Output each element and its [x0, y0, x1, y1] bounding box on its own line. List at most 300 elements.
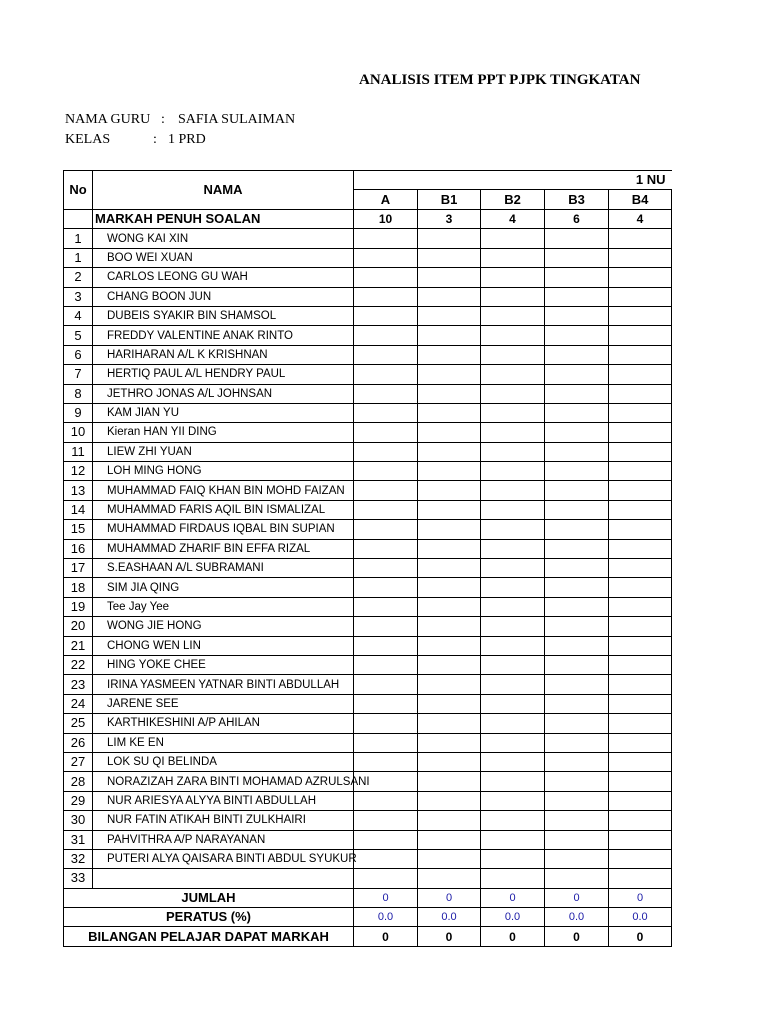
student-no: 15: [64, 520, 93, 539]
score-cell[interactable]: [672, 675, 673, 694]
student-no: 17: [64, 559, 93, 578]
score-cell[interactable]: [481, 500, 545, 519]
score-cell[interactable]: [354, 559, 418, 578]
peratus-cell: 0.0: [609, 908, 672, 927]
student-row: [64, 423, 673, 442]
score-cell[interactable]: [609, 811, 672, 830]
student-row: [64, 830, 673, 849]
score-cell[interactable]: [418, 811, 481, 830]
score-cell[interactable]: [672, 752, 673, 771]
column-header-b4: B4: [609, 190, 672, 210]
score-cell[interactable]: [672, 229, 673, 248]
student-row: [64, 287, 673, 306]
student-name: CHONG WEN LIN: [93, 636, 354, 655]
column-header-b2: B2: [481, 190, 545, 210]
score-cell[interactable]: [418, 559, 481, 578]
score-cell[interactable]: [354, 811, 418, 830]
score-cell[interactable]: [418, 287, 481, 306]
score-cell[interactable]: [354, 326, 418, 345]
score-cell[interactable]: [609, 849, 672, 868]
column-header-b1: B1: [418, 190, 481, 210]
score-cell[interactable]: [354, 345, 418, 364]
score-cell[interactable]: [418, 403, 481, 422]
score-cell[interactable]: [481, 811, 545, 830]
score-cell[interactable]: [672, 617, 673, 636]
student-row: [64, 500, 673, 519]
score-cell[interactable]: [672, 714, 673, 733]
student-name: HERTIQ PAUL A/L HENDRY PAUL: [93, 365, 354, 384]
score-cell[interactable]: [672, 462, 673, 481]
student-row: [64, 326, 673, 345]
student-no: 16: [64, 539, 93, 558]
score-cell[interactable]: [481, 229, 545, 248]
score-cell[interactable]: [545, 287, 609, 306]
student-row: [64, 520, 673, 539]
full-mark-cell: 6: [545, 210, 609, 229]
score-cell[interactable]: [481, 345, 545, 364]
score-cell[interactable]: [481, 752, 545, 771]
student-no: 29: [64, 791, 93, 810]
student-row: [64, 306, 673, 325]
score-cell[interactable]: [545, 306, 609, 325]
score-cell[interactable]: [672, 849, 673, 868]
student-no: 14: [64, 500, 93, 519]
score-cell[interactable]: [545, 423, 609, 442]
score-cell[interactable]: [545, 326, 609, 345]
student-name: S.EASHAAN A/L SUBRAMANI: [93, 559, 354, 578]
score-cell[interactable]: [481, 830, 545, 849]
score-cell[interactable]: [418, 617, 481, 636]
score-cell[interactable]: [672, 655, 673, 674]
bilangan-cell: 0: [545, 927, 609, 946]
score-cell[interactable]: [418, 597, 481, 616]
student-no: 32: [64, 849, 93, 868]
score-cell[interactable]: [354, 636, 418, 655]
score-cell[interactable]: [354, 849, 418, 868]
score-cell[interactable]: [672, 869, 673, 888]
score-cell[interactable]: [354, 287, 418, 306]
full-mark-cell: 4: [609, 210, 672, 229]
score-cell[interactable]: [672, 345, 673, 364]
full-marks-row: [64, 210, 673, 229]
score-cell[interactable]: [609, 772, 672, 791]
score-cell[interactable]: [545, 481, 609, 500]
score-cell[interactable]: [609, 830, 672, 849]
student-no: 6: [64, 345, 93, 364]
score-cell[interactable]: [609, 365, 672, 384]
score-cell[interactable]: [609, 636, 672, 655]
score-cell[interactable]: [354, 384, 418, 403]
score-cell[interactable]: [481, 694, 545, 713]
score-cell[interactable]: [481, 520, 545, 539]
score-cell[interactable]: [481, 403, 545, 422]
score-cell[interactable]: [609, 481, 672, 500]
student-row: [64, 248, 673, 267]
score-cell[interactable]: [354, 423, 418, 442]
score-cell[interactable]: [418, 520, 481, 539]
student-row: [64, 772, 673, 791]
student-row: [64, 345, 673, 364]
bilangan-label: BILANGAN PELAJAR DAPAT MARKAH: [64, 927, 354, 946]
score-cell[interactable]: [609, 287, 672, 306]
score-cell[interactable]: [418, 675, 481, 694]
score-cell[interactable]: [481, 675, 545, 694]
student-name: JARENE SEE: [93, 694, 354, 713]
score-cell[interactable]: [481, 248, 545, 267]
score-cell[interactable]: [418, 655, 481, 674]
score-cell[interactable]: [609, 500, 672, 519]
score-cell[interactable]: [545, 772, 609, 791]
student-name: NORAZIZAH ZARA BINTI MOHAMAD AZRULSANI: [93, 772, 354, 791]
score-cell[interactable]: [545, 655, 609, 674]
score-cell[interactable]: [672, 365, 673, 384]
score-cell[interactable]: [545, 791, 609, 810]
student-no: 27: [64, 752, 93, 771]
score-cell[interactable]: [354, 830, 418, 849]
student-name: NUR FATIN ATIKAH BINTI ZULKHAIRI: [93, 811, 354, 830]
student-no: 22: [64, 655, 93, 674]
student-name: WONG KAI XIN: [93, 229, 354, 248]
score-cell[interactable]: [672, 287, 673, 306]
score-cell[interactable]: [609, 694, 672, 713]
score-cell[interactable]: [481, 306, 545, 325]
score-cell[interactable]: [354, 733, 418, 752]
student-no: 28: [64, 772, 93, 791]
score-cell[interactable]: [418, 849, 481, 868]
score-cell[interactable]: [545, 500, 609, 519]
student-row: [64, 791, 673, 810]
score-cell[interactable]: [354, 752, 418, 771]
score-cell[interactable]: [545, 617, 609, 636]
score-cell[interactable]: [418, 636, 481, 655]
score-cell[interactable]: [609, 655, 672, 674]
score-cell[interactable]: [545, 849, 609, 868]
student-name: LIM KE EN: [93, 733, 354, 752]
student-name: SIM JIA QING: [93, 578, 354, 597]
score-cell[interactable]: [545, 752, 609, 771]
score-cell[interactable]: [672, 248, 673, 267]
peratus-cell: 0.0: [354, 908, 418, 927]
score-cell[interactable]: [609, 520, 672, 539]
score-cell[interactable]: [418, 752, 481, 771]
score-cell[interactable]: [545, 733, 609, 752]
student-row: [64, 849, 673, 868]
student-name: Kieran HAN YII DING: [93, 423, 354, 442]
score-cell[interactable]: [481, 268, 545, 287]
header-nama: NAMA: [93, 171, 354, 210]
student-no: 33: [64, 869, 93, 888]
score-cell[interactable]: [545, 714, 609, 733]
score-cell[interactable]: [609, 752, 672, 771]
score-cell[interactable]: [418, 694, 481, 713]
score-cell[interactable]: [672, 578, 673, 597]
class-value: 1 PRD: [168, 132, 206, 147]
score-cell[interactable]: [481, 481, 545, 500]
score-cell[interactable]: [418, 733, 481, 752]
score-cell[interactable]: [609, 403, 672, 422]
score-cell[interactable]: [418, 423, 481, 442]
score-cell[interactable]: [545, 869, 609, 888]
student-no: 25: [64, 714, 93, 733]
score-cell[interactable]: [672, 520, 673, 539]
score-cell[interactable]: [354, 500, 418, 519]
score-cell[interactable]: [354, 306, 418, 325]
score-cell[interactable]: [418, 345, 481, 364]
score-cell[interactable]: [545, 384, 609, 403]
student-no: 8: [64, 384, 93, 403]
score-cell[interactable]: [545, 559, 609, 578]
score-cell[interactable]: [418, 462, 481, 481]
score-cell[interactable]: [672, 733, 673, 752]
student-name: WONG JIE HONG: [93, 617, 354, 636]
score-cell[interactable]: [609, 733, 672, 752]
score-cell[interactable]: [418, 384, 481, 403]
score-cell[interactable]: [354, 462, 418, 481]
score-cell[interactable]: [418, 578, 481, 597]
peratus-cell-extra: [672, 908, 673, 927]
score-cell[interactable]: [354, 481, 418, 500]
score-cell[interactable]: [545, 442, 609, 461]
score-cell[interactable]: [354, 520, 418, 539]
score-cell[interactable]: [481, 365, 545, 384]
score-cell[interactable]: [481, 442, 545, 461]
score-cell[interactable]: [672, 384, 673, 403]
score-cell[interactable]: [545, 248, 609, 267]
score-cell[interactable]: [418, 306, 481, 325]
score-cell[interactable]: [418, 229, 481, 248]
student-row: [64, 578, 673, 597]
score-cell[interactable]: [481, 849, 545, 868]
student-name: HARIHARAN A/L K KRISHNAN: [93, 345, 354, 364]
score-cell[interactable]: [609, 248, 672, 267]
score-cell[interactable]: [672, 811, 673, 830]
score-cell[interactable]: [672, 326, 673, 345]
score-cell[interactable]: [481, 869, 545, 888]
jumlah-cell: 0: [418, 888, 481, 907]
score-cell[interactable]: [672, 500, 673, 519]
student-row: [64, 597, 673, 616]
score-cell[interactable]: [354, 442, 418, 461]
score-cell[interactable]: [545, 636, 609, 655]
peratus-row: [64, 908, 673, 927]
item-analysis-table: [63, 170, 672, 947]
student-no: 31: [64, 830, 93, 849]
score-cell[interactable]: [418, 869, 481, 888]
score-cell[interactable]: [418, 830, 481, 849]
score-cell[interactable]: [609, 714, 672, 733]
score-cell[interactable]: [354, 539, 418, 558]
student-name: [93, 869, 354, 888]
bilangan-row: [64, 927, 673, 946]
student-name: MUHAMMAD FARIS AQIL BIN ISMALIZAL: [93, 500, 354, 519]
score-cell[interactable]: [672, 423, 673, 442]
score-cell[interactable]: [481, 733, 545, 752]
student-row: [64, 229, 673, 248]
score-cell[interactable]: [481, 636, 545, 655]
score-cell[interactable]: [481, 772, 545, 791]
score-cell[interactable]: [545, 578, 609, 597]
score-cell[interactable]: [418, 365, 481, 384]
full-mark-cell: 4: [481, 210, 545, 229]
score-cell[interactable]: [545, 268, 609, 287]
score-cell[interactable]: [609, 229, 672, 248]
score-cell[interactable]: [609, 597, 672, 616]
score-cell[interactable]: [672, 694, 673, 713]
score-cell[interactable]: [354, 617, 418, 636]
bilangan-cell: 0: [418, 927, 481, 946]
student-name: PAHVITHRA A/P NARAYANAN: [93, 830, 354, 849]
score-cell[interactable]: [672, 268, 673, 287]
score-cell[interactable]: [609, 268, 672, 287]
student-row: [64, 481, 673, 500]
score-cell[interactable]: [418, 539, 481, 558]
score-cell[interactable]: [481, 578, 545, 597]
student-no: 23: [64, 675, 93, 694]
score-cell[interactable]: [545, 675, 609, 694]
student-no: 24: [64, 694, 93, 713]
score-cell[interactable]: [481, 539, 545, 558]
full-marks-no: [64, 210, 93, 229]
score-cell[interactable]: [545, 462, 609, 481]
score-cell[interactable]: [672, 772, 673, 791]
score-cell[interactable]: [354, 694, 418, 713]
peratus-cell: 0.0: [418, 908, 481, 927]
score-cell[interactable]: [609, 559, 672, 578]
student-no: 1: [64, 229, 93, 248]
student-row: [64, 268, 673, 287]
score-cell[interactable]: [609, 442, 672, 461]
score-cell[interactable]: [418, 481, 481, 500]
bilangan-cell: 0: [354, 927, 418, 946]
score-cell[interactable]: [481, 287, 545, 306]
score-cell[interactable]: [609, 675, 672, 694]
score-cell[interactable]: [609, 326, 672, 345]
score-cell[interactable]: [481, 423, 545, 442]
student-no: 4: [64, 306, 93, 325]
column-header-b3: B3: [545, 190, 609, 210]
class-label: KELAS: [65, 132, 111, 147]
score-cell[interactable]: [609, 869, 672, 888]
score-cell[interactable]: [481, 655, 545, 674]
score-cell[interactable]: [609, 617, 672, 636]
score-cell[interactable]: [481, 791, 545, 810]
score-cell[interactable]: [418, 326, 481, 345]
score-cell[interactable]: [545, 345, 609, 364]
peratus-cell: 0.0: [545, 908, 609, 927]
teacher-sep: :: [161, 112, 165, 127]
score-cell[interactable]: [545, 694, 609, 713]
score-cell[interactable]: [609, 539, 672, 558]
student-row: [64, 869, 673, 888]
score-cell[interactable]: [609, 578, 672, 597]
full-mark-cell: 3: [418, 210, 481, 229]
student-name: DUBEIS SYAKIR BIN SHAMSOL: [93, 306, 354, 325]
score-cell[interactable]: [418, 500, 481, 519]
score-cell[interactable]: [354, 869, 418, 888]
student-row: [64, 694, 673, 713]
score-cell[interactable]: [545, 403, 609, 422]
student-row: [64, 655, 673, 674]
score-cell[interactable]: [481, 462, 545, 481]
score-cell[interactable]: [672, 830, 673, 849]
score-cell[interactable]: [672, 539, 673, 558]
score-cell[interactable]: [354, 578, 418, 597]
score-cell[interactable]: [609, 345, 672, 364]
score-cell[interactable]: [672, 791, 673, 810]
score-cell[interactable]: [545, 520, 609, 539]
full-marks-label: MARKAH PENUH SOALAN: [93, 210, 354, 229]
score-cell[interactable]: [354, 268, 418, 287]
score-cell[interactable]: [481, 326, 545, 345]
score-cell[interactable]: [418, 268, 481, 287]
score-cell[interactable]: [354, 229, 418, 248]
score-cell[interactable]: [609, 791, 672, 810]
score-cell[interactable]: [418, 442, 481, 461]
student-no: 3: [64, 287, 93, 306]
student-no: 19: [64, 597, 93, 616]
score-cell[interactable]: [354, 597, 418, 616]
score-cell[interactable]: [545, 539, 609, 558]
score-cell[interactable]: [672, 442, 673, 461]
student-no: 30: [64, 811, 93, 830]
score-cell[interactable]: [354, 655, 418, 674]
column-header-a: A: [354, 190, 418, 210]
score-cell[interactable]: [545, 597, 609, 616]
score-cell[interactable]: [481, 384, 545, 403]
score-cell[interactable]: [418, 714, 481, 733]
score-cell[interactable]: [609, 306, 672, 325]
score-cell[interactable]: [609, 423, 672, 442]
score-cell[interactable]: [418, 248, 481, 267]
score-cell[interactable]: [672, 636, 673, 655]
student-name: MUHAMMAD FAIQ KHAN BIN MOHD FAIZAN: [93, 481, 354, 500]
score-cell[interactable]: [354, 248, 418, 267]
score-cell[interactable]: [481, 617, 545, 636]
score-cell[interactable]: [672, 403, 673, 422]
score-cell[interactable]: [672, 559, 673, 578]
score-cell[interactable]: [672, 306, 673, 325]
score-cell[interactable]: [672, 597, 673, 616]
score-cell[interactable]: [545, 811, 609, 830]
header-no: No: [64, 171, 93, 210]
score-cell[interactable]: [609, 462, 672, 481]
score-cell[interactable]: [481, 597, 545, 616]
student-no: 5: [64, 326, 93, 345]
score-cell[interactable]: [354, 675, 418, 694]
bilangan-cell-extra: [672, 927, 673, 946]
score-cell[interactable]: [418, 772, 481, 791]
score-cell[interactable]: [481, 559, 545, 578]
score-cell[interactable]: [545, 365, 609, 384]
score-cell[interactable]: [354, 714, 418, 733]
student-no: 9: [64, 403, 93, 422]
student-row: [64, 636, 673, 655]
student-row: [64, 811, 673, 830]
score-cell[interactable]: [609, 384, 672, 403]
score-cell[interactable]: [545, 229, 609, 248]
score-cell[interactable]: [354, 403, 418, 422]
full-mark-cell: 10: [354, 210, 418, 229]
student-name: LIEW ZHI YUAN: [93, 442, 354, 461]
score-cell[interactable]: [481, 714, 545, 733]
score-cell[interactable]: [672, 481, 673, 500]
score-cell[interactable]: [545, 830, 609, 849]
student-no: 7: [64, 365, 93, 384]
score-cell[interactable]: [354, 365, 418, 384]
score-cell[interactable]: [354, 791, 418, 810]
peratus-label: PERATUS (%): [64, 908, 354, 927]
score-cell[interactable]: [418, 791, 481, 810]
